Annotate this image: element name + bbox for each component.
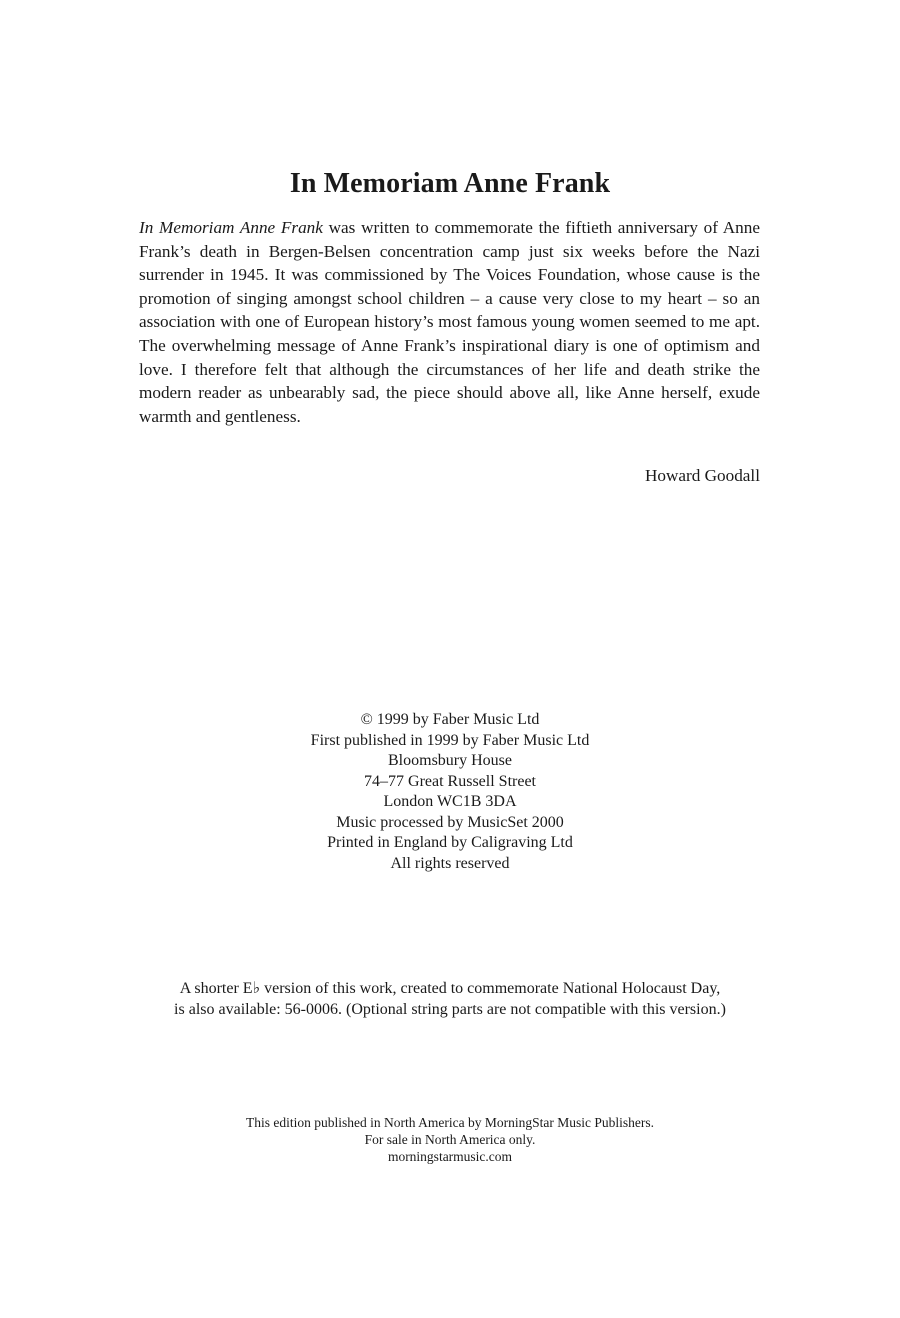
colophon-line: © 1999 by Faber Music Ltd: [360, 711, 540, 728]
colophon-line: Printed in England by Caligraving Ltd: [327, 834, 573, 851]
na-line: For sale in North America only.: [364, 1132, 536, 1147]
page-title: In Memoriam Anne Frank: [289, 168, 611, 199]
colophon-line: 74–77 Great Russell Street: [364, 772, 536, 790]
na-line: This edition published in North America by MorningStar Music Publishers.: [246, 1115, 654, 1130]
note-line: is also available: 56-0006. (Optional string parts are not compatible with this version.): [174, 1001, 726, 1018]
colophon-line: London WC1B 3DA: [383, 793, 517, 810]
shorter-version-note: [0, 978, 900, 1020]
colophon-line: First published in 1999 by Faber Music Ltd: [310, 731, 590, 749]
colophon-line: Music processed by MusicSet 2000: [336, 813, 564, 831]
intro-text: was written to commemorate the fiftieth anniversary of Anne Frank’s death in Bergen-Belsen concentration camp just six weeks before the Nazi surrender in 1945. It was commissioned by The Voices Foundation, whose cause is the promotion of singing amongst school children – a cause very close to my heart – so an association with one of European history’s most famous young women seemed to me apt. The overwhelming message of Anne Frank’s inspirational diary is one of optimism and love. I therefore felt that although the circumstances of her life and death strike the modern reader as unbearably sad, the piece should above all, like Anne herself, exude warmth and gentleness.: [139, 218, 760, 426]
author-signature: Howard Goodall: [644, 466, 760, 485]
website-link[interactable]: morningstarmusic.com: [387, 1149, 513, 1164]
north-america-note: [0, 1114, 900, 1165]
colophon-line: All rights reserved: [390, 854, 510, 872]
intro-paragraph: [139, 216, 760, 428]
colophon-line: Bloomsbury House: [388, 752, 512, 769]
intro-italic-title: In Memoriam Anne Frank: [139, 218, 323, 237]
colophon: [0, 710, 900, 874]
note-line: A shorter E♭ version of this work, created to commemorate National Holocaust Day,: [179, 980, 721, 997]
